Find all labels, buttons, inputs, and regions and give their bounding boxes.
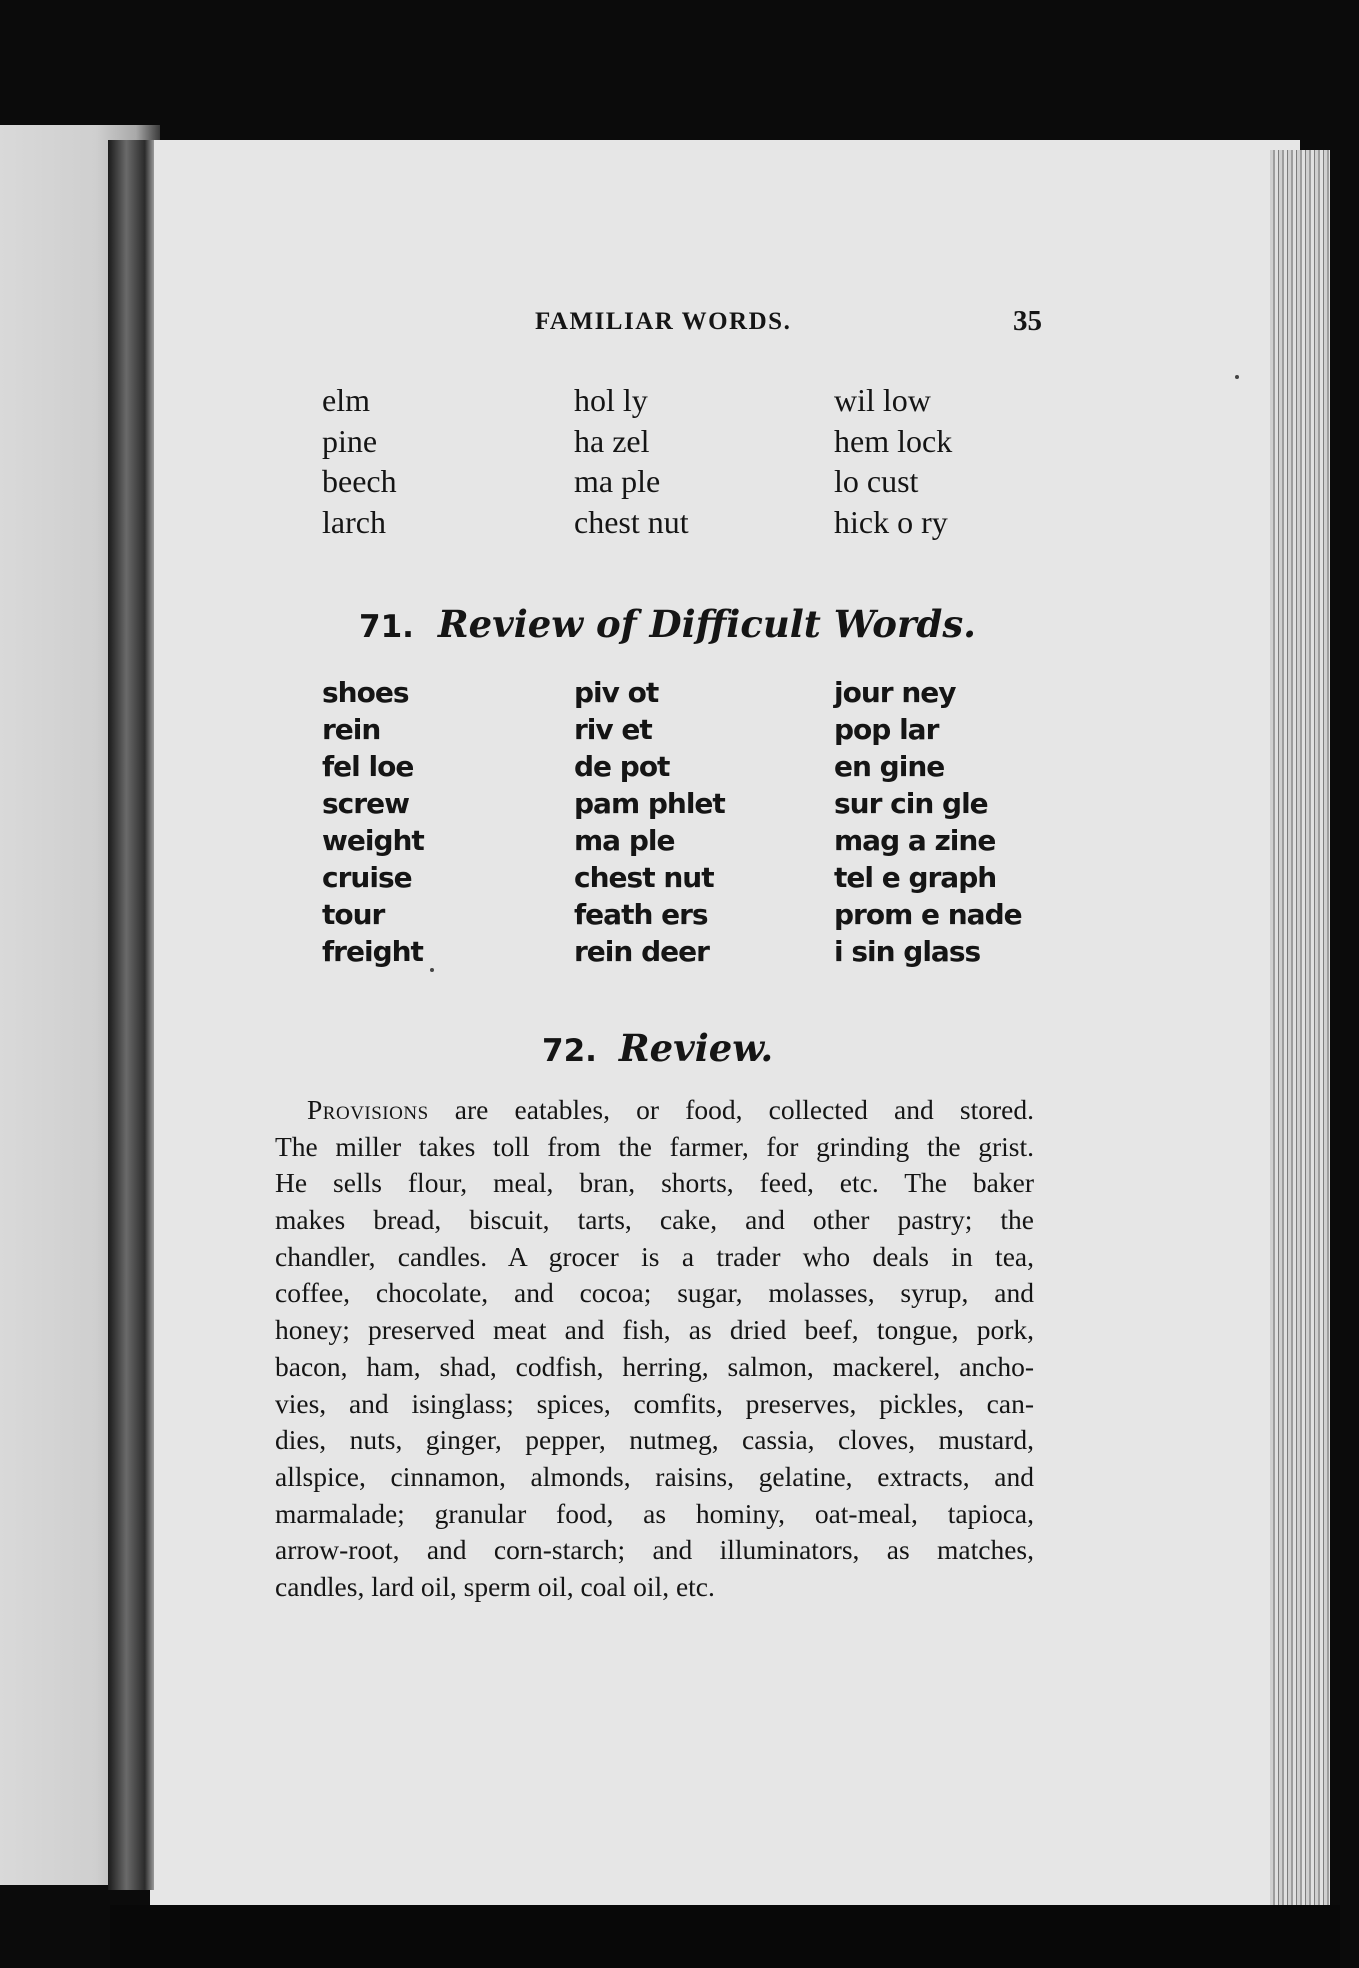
word: hem lock	[834, 422, 953, 459]
word: sur cin gle	[834, 787, 988, 820]
section-72-heading	[542, 1026, 773, 1071]
paragraph-line: honey; preserved meat and fish, as dried beef, tongue, pork,	[275, 1314, 1034, 1346]
paragraph-line: makes bread, biscuit, tarts, cake, and other pastry; the	[275, 1204, 1034, 1236]
tree-word-list	[322, 380, 1064, 542]
book-spine	[108, 140, 154, 1890]
word: rein deer	[574, 935, 709, 968]
paragraph-line: Provisions are eatables, or food, collected and stored.	[307, 1094, 1034, 1125]
word: i sin glass	[834, 935, 981, 968]
word: ma ple	[574, 824, 675, 857]
paragraph-line: allspice, cinnamon, almonds, raisins, gelatine, extracts, and	[275, 1460, 1034, 1492]
word: pine	[322, 422, 378, 459]
page-fore-edge	[1270, 150, 1330, 1920]
word: larch	[322, 503, 386, 540]
review-paragraph	[275, 1092, 1034, 1606]
paragraph-line: coffee, chocolate, and cocoa; sugar, molasses, syrup, and	[275, 1277, 1034, 1309]
word: wil low	[834, 382, 931, 418]
paragraph-line: candles, lard oil, sperm oil, coal oil, etc.	[275, 1570, 715, 1602]
word-column-1	[322, 380, 574, 542]
section-number: 71.	[359, 609, 414, 645]
word: hick o ry	[834, 503, 948, 540]
paragraph-line: chandler, candles. A grocer is a trader who deals in tea,	[275, 1240, 1034, 1272]
word-column-2	[574, 380, 834, 542]
section-71-heading	[359, 602, 976, 647]
word: freight	[322, 935, 423, 968]
word: hol ly	[574, 382, 648, 418]
paragraph-line: bacon, ham, shad, codfish, herring, salmon, mackerel, ancho-	[275, 1350, 1034, 1382]
word: shoes	[322, 676, 409, 709]
word: riv et	[574, 713, 652, 746]
paragraph-line: marmalade; granular food, as hominy, oat-meal, tapioca,	[275, 1497, 1034, 1529]
review-column-2	[574, 674, 834, 970]
section-number: 72.	[542, 1033, 597, 1069]
word: chest nut	[574, 503, 689, 540]
paragraph-line: dies, nuts, ginger, pepper, nutmeg, cassia, cloves, mustard,	[275, 1424, 1034, 1456]
section-title: Review of Difficult Words.	[437, 602, 977, 646]
word: jour ney	[834, 676, 956, 709]
print-speck	[430, 968, 434, 972]
paragraph-line: The miller takes toll from the farmer, for grinding the grist.	[275, 1130, 1034, 1162]
word: de pot	[574, 750, 670, 783]
word: beech	[322, 463, 397, 499]
word: pam phlet	[574, 787, 725, 820]
paragraph-line: He sells flour, meal, bran, shorts, feed, etc. The baker	[275, 1167, 1034, 1199]
paragraph-line: vies, and isinglass; spices, comfits, preserves, pickles, can-	[275, 1387, 1034, 1419]
lead-word: Provisions	[307, 1094, 429, 1125]
word: lo cust	[834, 463, 919, 499]
bottom-shadow	[110, 1905, 1340, 1968]
word: en gine	[834, 750, 945, 783]
word: fel loe	[322, 750, 414, 783]
word: prom e nade	[834, 898, 1022, 931]
print-speck	[1235, 375, 1239, 379]
review-column-3	[834, 674, 1064, 970]
word: feath ers	[574, 898, 708, 931]
word: piv ot	[574, 676, 659, 709]
word: cruise	[322, 861, 412, 894]
word: mag a zine	[834, 824, 996, 857]
page-number: 35	[1013, 305, 1042, 337]
word: tour	[322, 898, 385, 931]
review-column-1	[322, 674, 574, 970]
word: rein	[322, 713, 381, 746]
difficult-word-list	[322, 674, 1064, 970]
word: ma ple	[574, 463, 661, 499]
running-head: FAMILIAR WORDS.	[535, 308, 792, 335]
word: ha zel	[574, 422, 650, 459]
word: tel e graph	[834, 861, 997, 894]
paragraph-line: arrow-root, and corn-starch; and illuminators, as matches,	[275, 1534, 1034, 1566]
word: weight	[322, 824, 424, 857]
section-title: Review.	[618, 1026, 774, 1070]
word: pop lar	[834, 713, 939, 746]
word: screw	[322, 787, 409, 820]
word: chest nut	[574, 861, 714, 894]
word: elm	[322, 382, 370, 418]
word-column-3	[834, 380, 1064, 542]
